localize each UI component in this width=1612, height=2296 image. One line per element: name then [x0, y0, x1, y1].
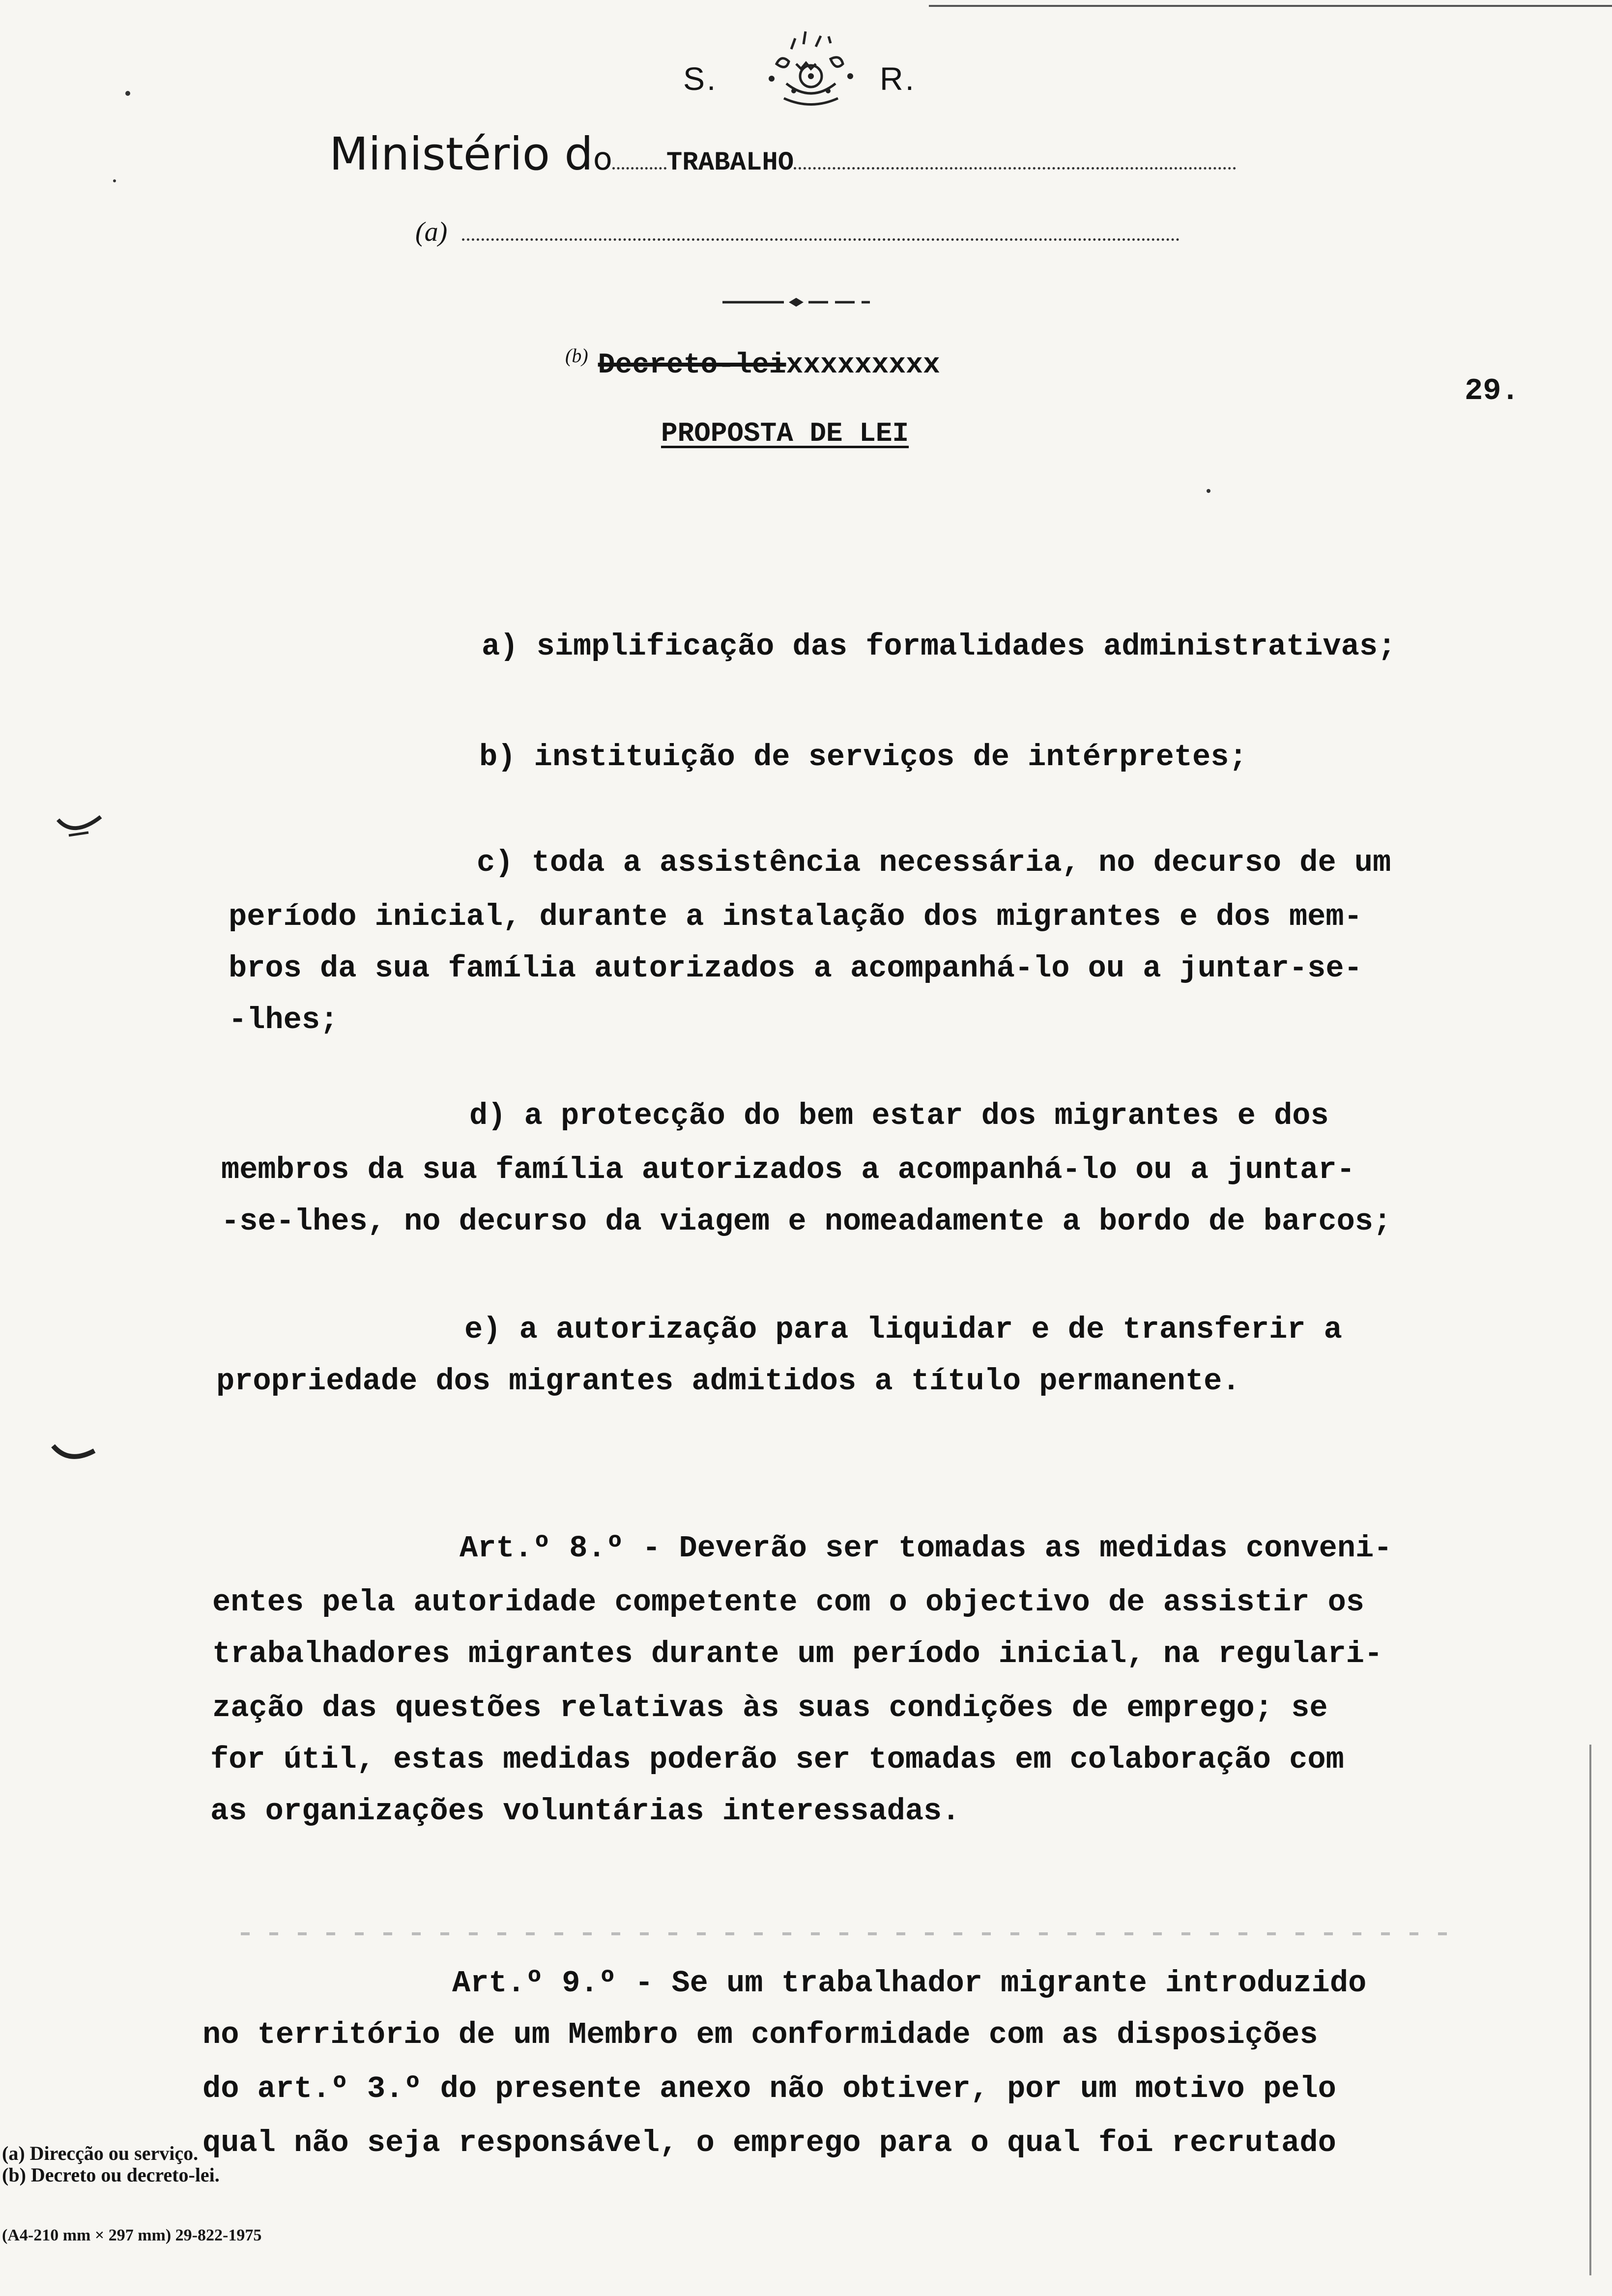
body-line: no território de um Membro em conformidade com as disposições	[202, 2017, 1318, 2052]
body-line: for útil, estas medidas poderão ser tomadas em colaboração com	[210, 1742, 1344, 1777]
page-edge-line	[929, 5, 1612, 7]
margin-check-icon	[54, 811, 108, 845]
service-line	[415, 216, 1180, 248]
dotted-leader	[794, 162, 1236, 170]
header-s: S.	[683, 60, 718, 97]
body-line: as organizações voluntárias interessadas.	[210, 1794, 960, 1829]
decree-x-overtype: xxxxxxxxx	[786, 349, 940, 381]
ministry-line	[329, 128, 1236, 180]
margin-rule	[1589, 1745, 1591, 2275]
body-line: b) instituição de serviços de intérpretes;	[479, 740, 1247, 775]
dotted-leader	[612, 162, 666, 170]
footnote-b: (b) Decreto ou decreto-lei.	[2, 2164, 220, 2186]
body-line: período inicial, durante a instalação dos migrantes e dos mem-	[229, 899, 1362, 934]
body-line: a) simplificação das formalidades administrativas;	[482, 629, 1396, 664]
body-line: c) toda a assistência necessária, no decurso de um	[477, 845, 1391, 880]
decree-type-line	[565, 344, 940, 381]
footnote-a: (a) Direcção ou serviço.	[2, 2142, 199, 2164]
speck	[1207, 489, 1210, 493]
decree-struck-text: Decreto-lei	[598, 349, 786, 381]
ministry-label: Ministério d	[329, 128, 593, 180]
body-line: qual não seja responsável, o emprego para o qual foi recrutado	[202, 2125, 1336, 2160]
form-code: (A4-210 mm × 297 mm) 29-822-1975	[2, 2226, 262, 2244]
footnotes	[2, 2143, 220, 2186]
ghost-type-row	[241, 1926, 1460, 1941]
crest-icon	[757, 29, 865, 113]
margin-check-icon	[49, 1440, 98, 1469]
header-r: R.	[880, 60, 916, 97]
ornament-divider-icon	[722, 295, 870, 310]
body-line: do art.º 3.º do presente anexo não obtiver, por um motivo pelo	[202, 2071, 1336, 2106]
decree-label: (b)	[565, 344, 588, 367]
body-line: Art.º 9.º - Se um trabalhador migrante introduzido	[452, 1966, 1367, 2001]
body-line: membros da sua família autorizados a acompanhá-lo ou a juntar-	[221, 1152, 1355, 1187]
body-line: propriedade dos migrantes admitidos a título permanente.	[216, 1364, 1240, 1399]
body-line: Art.º 8.º - Deverão ser tomadas as medidas conveni-	[460, 1531, 1392, 1566]
body-line: -lhes;	[229, 1003, 339, 1037]
body-line: -se-lhes, no decurso da viagem e nomeadamente a bordo de barcos;	[221, 1204, 1392, 1239]
body-line: entes pela autoridade competente com o objectivo de assistir os	[212, 1585, 1364, 1620]
body-line: trabalhadores migrantes durante um período inicial, na regulari-	[212, 1636, 1383, 1671]
ministry-value: TRABALHO	[666, 148, 794, 178]
body-line: d) a protecção do bem estar dos migrantes e dos	[469, 1098, 1329, 1133]
document-title: PROPOSTA DE LEI	[661, 418, 909, 449]
speck	[113, 179, 116, 182]
body-line: e) a autorização para liquidar e de transferir a	[464, 1312, 1342, 1347]
speck	[125, 91, 130, 96]
page-number: 29.	[1465, 373, 1520, 408]
body-line: bros da sua família autorizados a acompanhá-lo ou a juntar-se-	[229, 951, 1362, 986]
ministry-label-o: o	[593, 141, 612, 177]
dotted-leader	[462, 238, 1180, 241]
body-line: zação das questões relativas às suas condições de emprego; se	[212, 1691, 1328, 1725]
service-label: (a)	[415, 217, 448, 247]
